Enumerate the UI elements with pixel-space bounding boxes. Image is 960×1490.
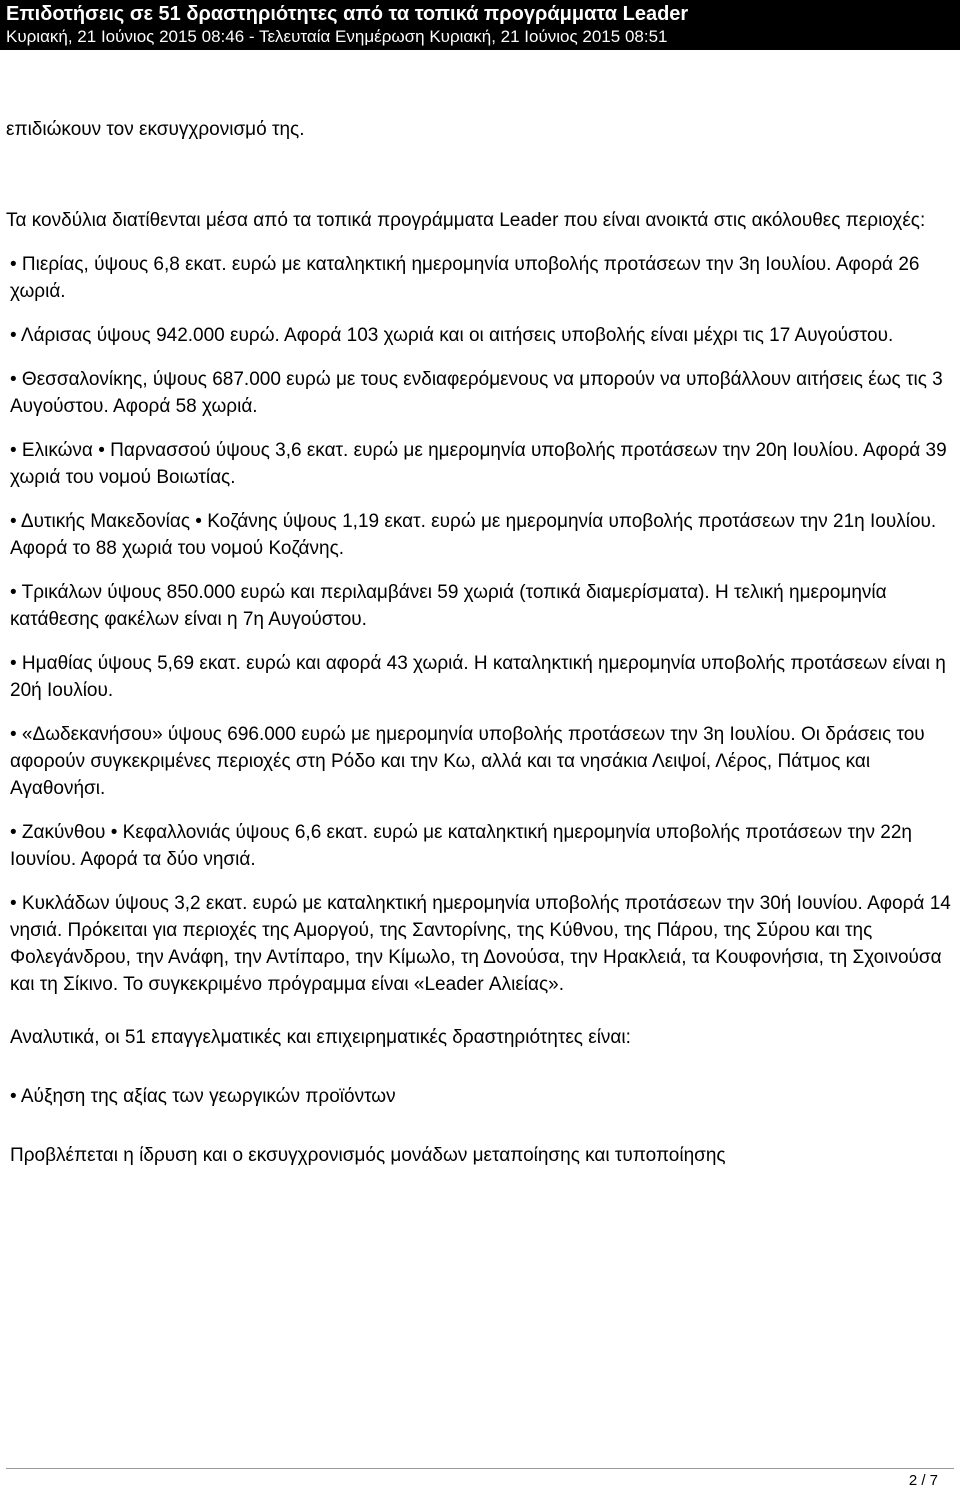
article-body [6,116,954,1169]
intro-tail-paragraph: επιδιώκουν τον εκσυγχρονισμό της. [6,119,305,140]
region-item-cyclades: • Κυκλάδων ύψους 3,2 εκατ. ευρώ με καταληκτική ημερομηνία υποβολής προτάσεων την 30ή Ιουνίου. Αφορά 14 νησιά. Πρόκειται για περιοχές της Αμοργού, της Σαντορίνης, της Κύθνου, της Πάρου, της Σύρου και της Φολεγάνδρου, την Ανάφη, την Αντίπαρο, την Κίμωλο, τη Δονούσα, την Ηρακλειά, τα Κουφονήσια, τη Σχοινούσα και τη Σίκινο. Το συγκεκριμένο πρόγραμμα είναι «Leader Αλιείας». [10,893,951,995]
page-header [0,0,960,50]
activity-1-detail: Προβλέπεται η ίδρυση και ο εκσυγχρονισμός μονάδων μεταποίησης και τυποποίησης [10,1145,726,1166]
region-item-elikonas-parnassos: • Ελικώνα • Παρνασσού ύψους 3,6 εκατ. ευρώ με ημερομηνία υποβολής προτάσεων την 20η Ιουλίου. Αφορά 39 χωριά του νομού Βοιωτίας. [10,440,947,488]
funds-intro-paragraph: Τα κονδύλια διατίθενται μέσα από τα τοπικά προγράμματα Leader που είναι ανοικτά στις ακόλουθες περιοχές: [6,210,926,231]
activities-intro-paragraph: Αναλυτικά, οι 51 επαγγελματικές και επιχειρηματικές δραστηριότητες είναι: [10,1027,631,1048]
region-item-trikala: • Τρικάλων ύψους 850.000 ευρώ και περιλαμβάνει 59 χωριά (τοπικά διαμερίσματα). Η τελική ημερομηνία κατάθεσης φακέλων είναι η 7η Αυγούστου. [10,582,887,630]
activity-item-1: • Αύξηση της αξίας των γεωργικών προϊόντων [10,1086,396,1107]
page-number: 2 / 7 [908,1472,938,1489]
region-item-kozani: • Δυτικής Μακεδονίας • Κοζάνης ύψους 1,19 εκατ. ευρώ με ημερομηνία υποβολής προτάσεων την 21η Ιουλίου. Αφορά το 88 χωριά του νομού Κοζάνης. [10,511,937,559]
region-item-pieria: • Πιερίας, ύψους 6,8 εκατ. ευρώ με καταληκτική ημερομηνία υποβολής προτάσεων την 3η Ιουλίου. Αφορά 26 χωριά. [10,254,920,302]
article-title: Επιδοτήσεις σε 51 δραστηριότητες από τα τοπικά προγράμματα Leader [6,3,689,25]
footer-divider [6,1468,954,1469]
region-item-larisa: • Λάρισας ύψους 942.000 ευρώ. Αφορά 103 χωριά και οι αιτήσεις υποβολής είναι μέχρι τις 17 Αυγούστου. [10,325,894,346]
region-item-imathia: • Ημαθίας ύψους 5,69 εκατ. ευρώ και αφορά 43 χωριά. Η καταληκτική ημερομηνία υποβολής προτάσεων είναι η 20ή Ιουλίου. [10,653,946,701]
region-item-dodecanese: • «Δωδεκανήσου» ύψους 696.000 ευρώ με ημερομηνία υποβολής προτάσεων την 3η Ιουλίου. Οι δράσεις του αφορούν συγκεκριμένες περιοχές στη Ρόδο και την Κω, αλλά και τα νησάκια Λειψοί, Λέρος, Πάτμος και Αγαθονήσι. [10,724,925,799]
region-item-zakynthos-kefalonia: • Ζακύνθου • Κεφαλλονιάς ύψους 6,6 εκατ. ευρώ με καταληκτική ημερομηνία υποβολής προτάσεων την 22η Ιουνίου. Αφορά τα δύο νησιά. [10,822,912,870]
article-dates: Κυριακή, 21 Ιούνιος 2015 08:46 - Τελευταία Ενημέρωση Κυριακή, 21 Ιούνιος 2015 08:51 [6,27,668,46]
region-item-thessaloniki: • Θεσσαλονίκης, ύψους 687.000 ευρώ με τους ενδιαφερόμενους να μπορούν να υποβάλλουν αιτήσεις έως τις 3 Αυγούστου. Αφορά 58 χωριά. [10,369,943,417]
